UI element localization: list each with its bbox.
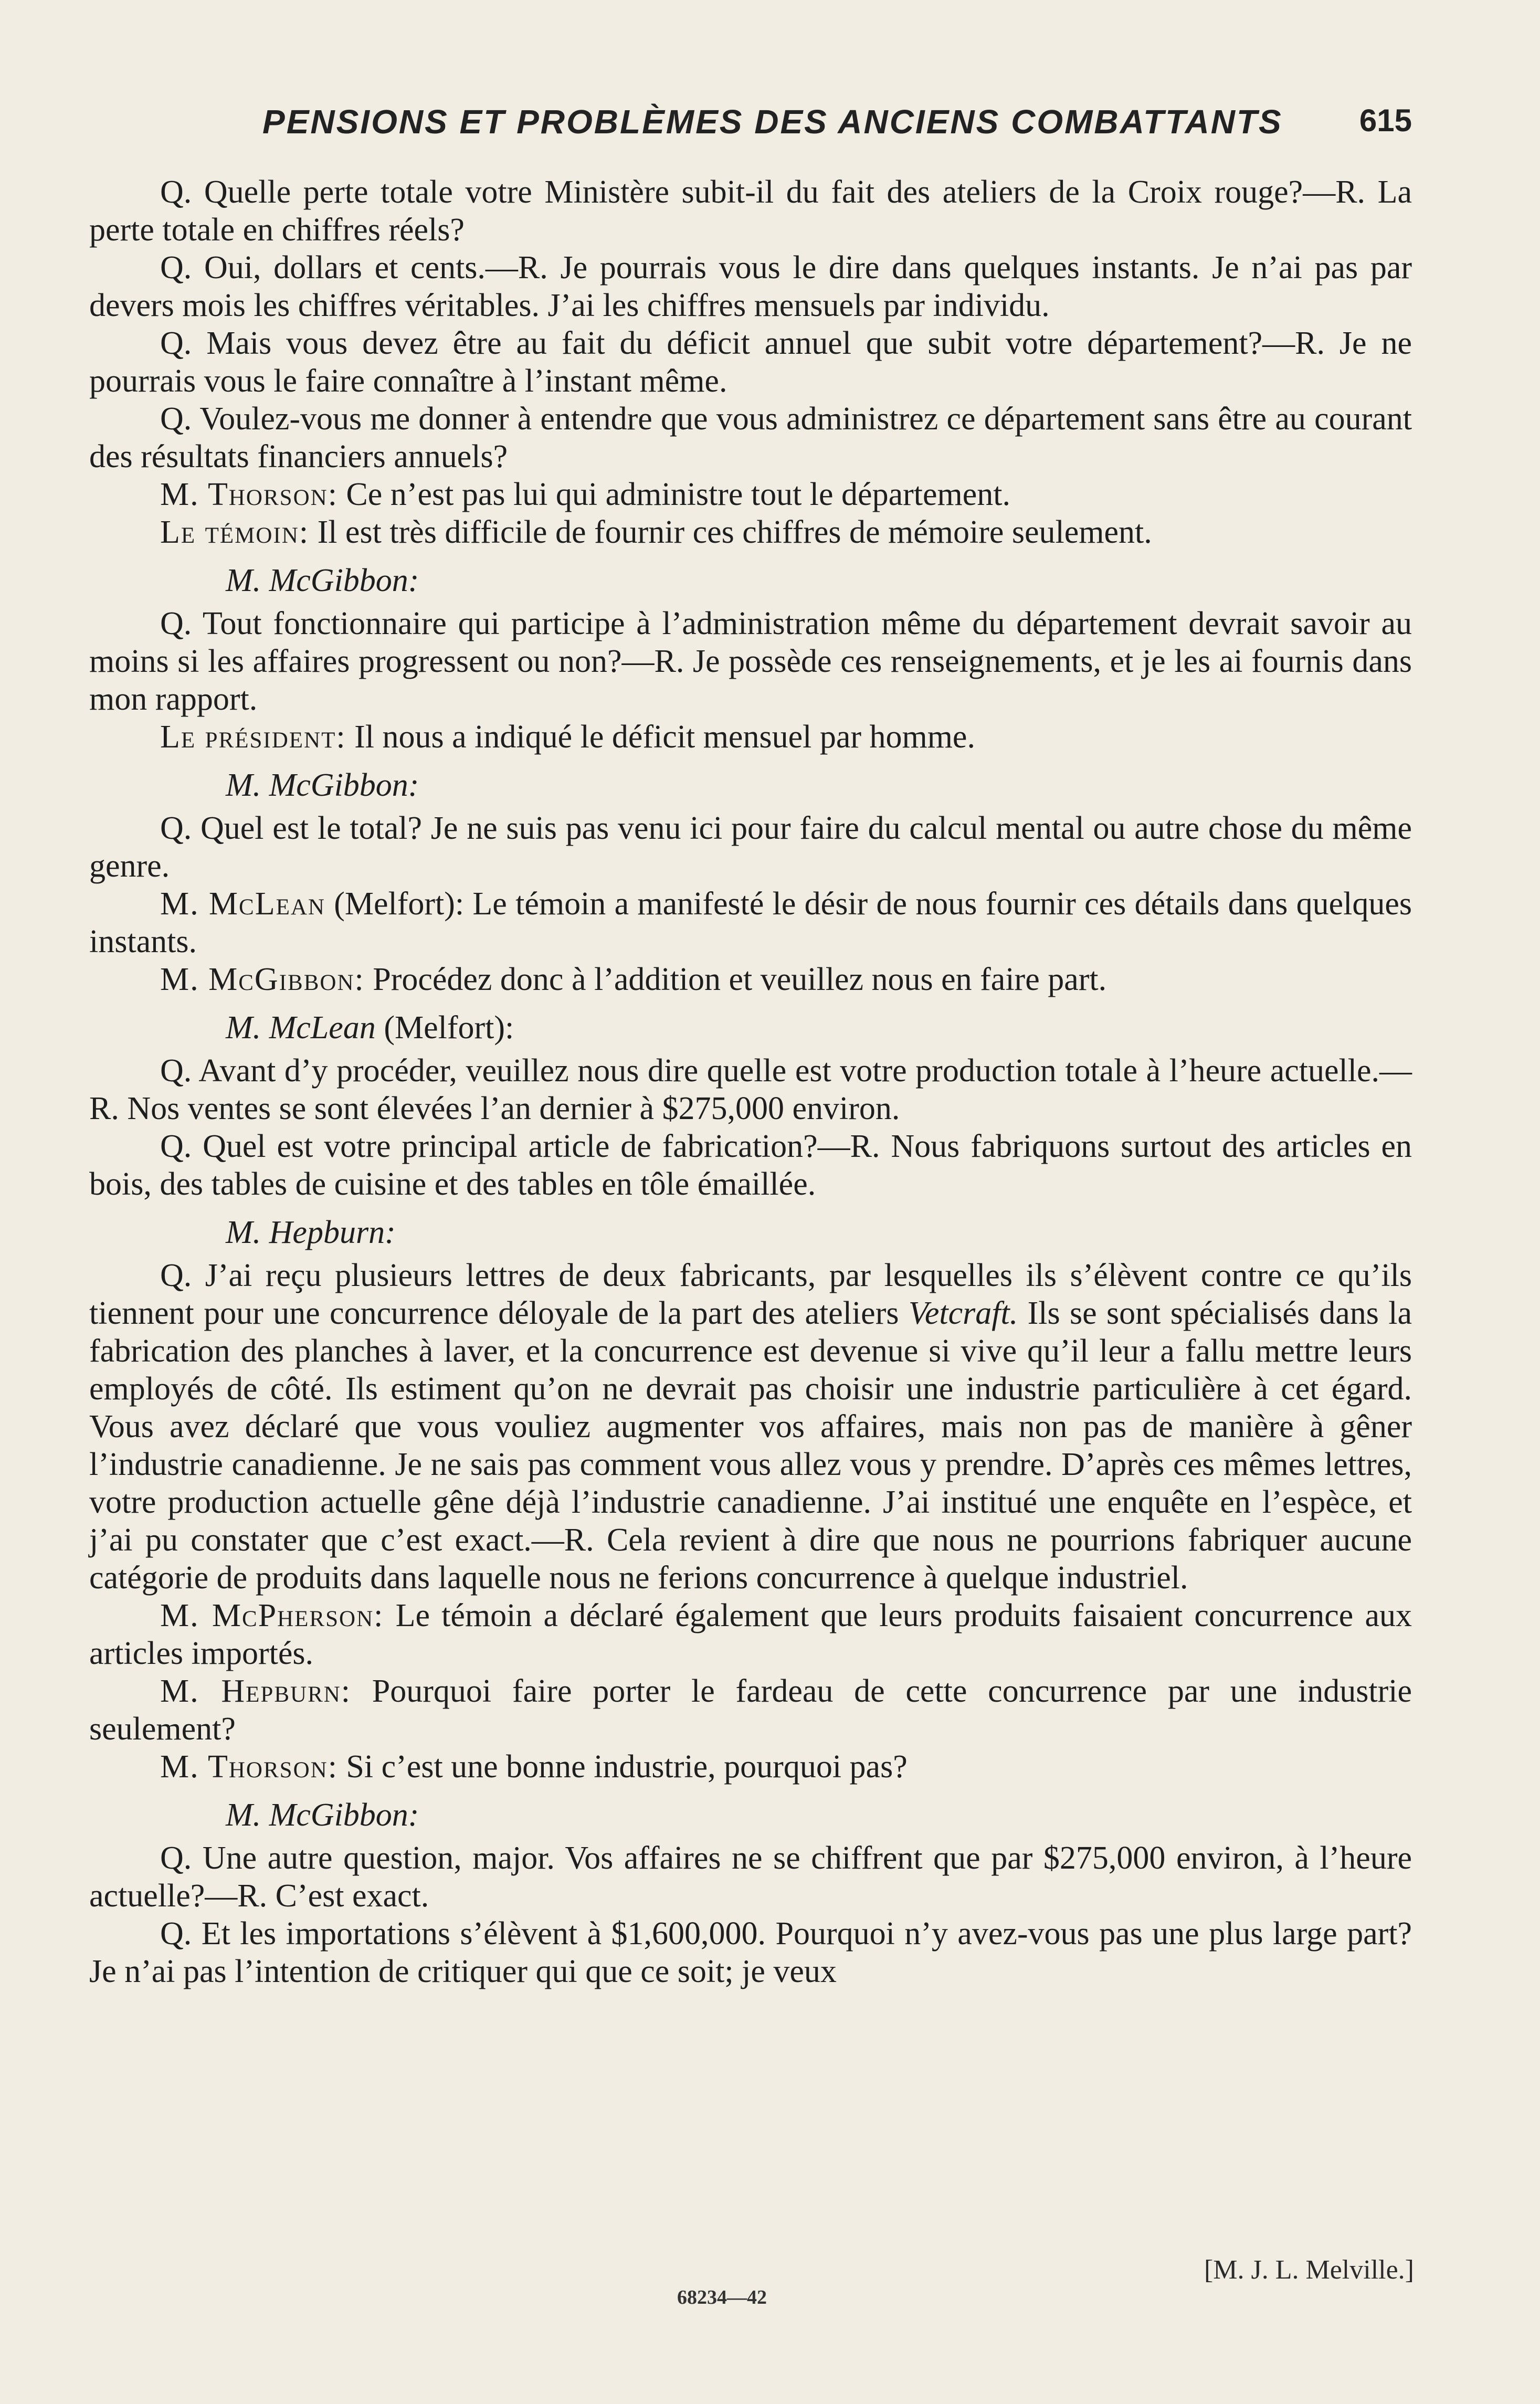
paragraph xyxy=(89,1257,1412,1597)
section-speaker-heading: M. McGibbon: xyxy=(226,1797,419,1833)
speaker-name: M. Thorson: xyxy=(160,1749,338,1785)
speech-text: Si c’est une bonne industrie, pourquoi pas? xyxy=(337,1749,908,1785)
section-speaker-heading xyxy=(89,1009,1412,1047)
section-speaker-heading: M. Hepburn: xyxy=(226,1215,396,1250)
paragraph: Q. Une autre question, major. Vos affaires ne se chiffrent que par $275,000 environ, à l’heure actuelle?—R. C’est exact. xyxy=(89,1840,1412,1914)
paragraph-text: Q. J’ai reçu plusieurs lettres de deux fabricants, par lesquelles ils s’élèvent contre ce qu’ils tiennent pour une concurrence déloyale de la part des ateliers xyxy=(89,1258,1412,1331)
heading-riding: (Melfort): xyxy=(375,1010,514,1046)
paragraph-text: Ils se sont spécialisés dans la fabrication des planches à laver, et la concurrence est devenue si vive qu’il leur a fallu mettre leurs employés de côté. Ils estiment qu’on ne devrait pas choisir une industrie particulière à cet égard. Vous avez déclaré que vous vouliez augmenter vos affaires, mais non pas de manière à gêner l’industrie canadienne. Je ne sais pas comment vous allez vous y prendre. D’après ces mêmes lettres, votre production actuelle gêne déjà l’industrie canadienne. J’ai institué une enquête en l’espèce, et j’ai pu constater que c’est exact.—R. Cela revient à dire que nous ne pourrions fabriquer aucune catégorie de produits dans laquelle nous ne ferions concurrence à quelque industriel. xyxy=(89,1295,1412,1596)
section-speaker-heading: M. McGibbon: xyxy=(226,767,419,803)
speech-text: Le témoin a déclaré également que leurs produits faisaient concurrence aux articles importés. xyxy=(89,1598,1412,1671)
speaker-name: M. Thorson: xyxy=(160,477,338,512)
speech-text: Il nous a indiqué le déficit mensuel par homme. xyxy=(346,719,975,755)
witness-signature-line: [M. J. L. Melville.] xyxy=(1204,2255,1414,2285)
speaker-paragraph xyxy=(89,1597,1412,1672)
running-title: PENSIONS ET PROBLÈMES DES ANCIENS COMBATTANTS xyxy=(262,103,1283,141)
speaker-name: M. Hepburn: xyxy=(160,1673,352,1709)
italic-term: Vetcraft. xyxy=(908,1295,1018,1331)
speaker-name: Le président: xyxy=(160,719,346,755)
speaker-name: M. McPherson: xyxy=(160,1598,384,1633)
speaker-paragraph xyxy=(89,476,1412,513)
paragraph: Q. Avant d’y procéder, veuillez nous dire quelle est votre production totale à l’heure actuelle.—R. Nos ventes se sont élevées l’an dernier à $275,000 environ. xyxy=(89,1053,1412,1126)
speaker-name: Le témoin: xyxy=(160,514,310,550)
paragraph: Q. Voulez-vous me donner à entendre que vous administrez ce département sans être au courant des résultats financiers annuels? xyxy=(89,401,1412,475)
speech-text: Il est très difficile de fournir ces chiffres de mémoire seulement. xyxy=(309,514,1152,550)
speech-text: Procédez donc à l’addition et veuillez nous en faire part. xyxy=(364,962,1107,997)
speaker-paragraph xyxy=(89,961,1412,998)
section-speaker-heading: M. McGibbon: xyxy=(226,563,419,598)
speech-text: (Melfort): Le témoin a manifesté le désir de nous fournir ces détails dans quelques instants. xyxy=(89,886,1412,960)
paragraph: Q. Quelle perte totale votre Ministère subit-il du fait des ateliers de la Croix rouge?—R. La perte totale en chiffres réels? xyxy=(89,174,1412,248)
paragraph: Q. Tout fonctionnaire qui participe à l’administration même du département devrait savoir au moins si les affaires progressent ou non?—R. Je possède ces renseignements, et je les ai fournis dans mon rapport. xyxy=(89,606,1412,717)
speaker-paragraph xyxy=(89,885,1412,961)
paragraph: Q. Mais vous devez être au fait du déficit annuel que subit votre département?—R. Je ne pourrais vous le faire connaître à l’instant même. xyxy=(89,325,1412,399)
speaker-paragraph xyxy=(89,1672,1412,1748)
paragraph: Q. Oui, dollars et cents.—R. Je pourrais vous le dire dans quelques instants. Je n’ai pas par devers mois les chiffres véritables. J’ai les chiffres mensuels par individu. xyxy=(89,250,1412,323)
speech-text: Ce n’est pas lui qui administre tout le département. xyxy=(337,477,1010,512)
heading-speaker-name: M. McLean xyxy=(226,1010,376,1046)
speaker-name: M. McLean xyxy=(160,886,325,922)
printer-code: 68234—42 xyxy=(677,2286,767,2308)
running-header xyxy=(89,102,1412,150)
paragraph: Q. Et les importations s’élèvent à $1,600,000. Pourquoi n’y avez-vous pas une plus large part? Je n’ai pas l’intention de critiquer qui que ce soit; je veux xyxy=(89,1916,1412,1989)
speaker-paragraph xyxy=(89,1748,1412,1786)
speaker-paragraph xyxy=(89,718,1412,756)
paragraph: Q. Quel est le total? Je ne suis pas venu ici pour faire du calcul mental ou autre chose du même genre. xyxy=(89,810,1412,884)
speaker-paragraph xyxy=(89,513,1412,551)
page-number: 615 xyxy=(1359,103,1412,138)
speech-text: Pourquoi faire porter le fardeau de cette concurrence par une industrie seulement? xyxy=(89,1673,1412,1747)
paragraph: Q. Quel est votre principal article de fabrication?—R. Nous fabriquons surtout des articles en bois, des tables de cuisine et des tables en tôle émaillée. xyxy=(89,1129,1412,1202)
speaker-name: M. McGibbon: xyxy=(160,962,365,997)
body-text xyxy=(89,173,1412,1990)
